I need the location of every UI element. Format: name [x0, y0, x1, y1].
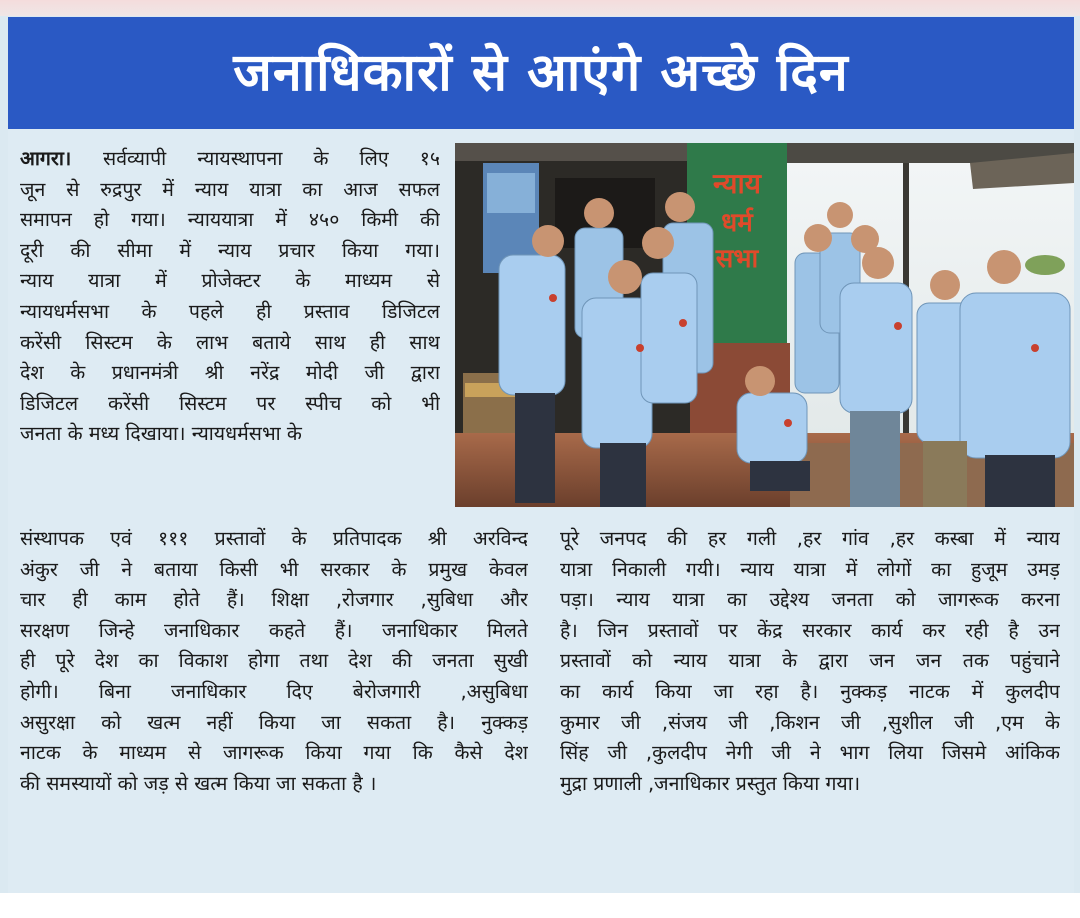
text-line: होगी। बिना जनाधिकार दिए बेरोजगारी ,असुबिधा [20, 679, 528, 703]
text-line: अंकुर जी ने बताया किसी भी सरकार के प्रमुख केवल [20, 557, 528, 581]
text-line: चार ही काम होते हैं। शिक्षा ,रोजगार ,सुबिधा और [20, 588, 528, 612]
text-line: पूरे जनपद की हर गली ,हर गांव ,हर कस्बा में न्याय [560, 527, 1060, 550]
sign-line-2: धर्म [721, 208, 753, 238]
text-line: डिजिटल करेंसी सिस्टम पर स्पीच को भी [20, 391, 440, 415]
text-line: संस्थापक एवं १११ प्रस्तावों के प्रतिपादक श्री अरविन्द [20, 527, 528, 550]
text-line: सिंह जी ,कुलदीप नेगी जी ने भाग लिया जिसमे आंकिक [560, 741, 1060, 765]
group-photo [455, 143, 1074, 507]
sign-line-3: सभा [715, 244, 759, 274]
text-line: न्यायधर्मसभा के पहले ही प्रस्ताव डिजिटल [20, 299, 440, 323]
column-left-top [20, 144, 440, 450]
text-line: जनता के मध्य दिखाया। न्यायधर्मसभा के [20, 422, 302, 446]
text-line: जून से रुद्रपुर में न्याय यात्रा का आज सफल [20, 177, 440, 201]
headline-banner [8, 17, 1074, 129]
text-line: का कार्य किया जा रहा है। नुक्कड़ नाटक में कुलदीप [560, 679, 1060, 703]
text-line: सरक्षण जिन्हे जनाधिकार कहते हैं। जनाधिकार मिलते [20, 618, 528, 642]
text-line: समापन हो गया। न्याययात्रा में ४५० किमी की [20, 208, 440, 232]
text-line: असुरक्षा को खत्म नहीं किया जा सकता है। नुक्कड़ [20, 710, 528, 734]
text-line: की समस्यायों को जड़ से खत्म किया जा सकता है । [20, 771, 377, 795]
text-line: करेंसी सिस्टम के लाभ बताये साथ ही साथ [20, 330, 440, 354]
text-line: देश के प्रधानमंत्री श्री नरेंद्र मोदी जी द्वारा [20, 361, 440, 385]
next-article-cutoff [0, 893, 1080, 918]
text-line: आगरा। सर्वव्यापी न्यायस्थापना के लिए १५ [20, 147, 440, 170]
text-line: यात्रा निकाली गयी। न्याय यात्रा में लोगों का हुजूम उमड़ [560, 557, 1060, 581]
column-right [560, 524, 1060, 799]
text-line: न्याय यात्रा में प्रोजेक्टर के माध्यम से [20, 269, 440, 293]
top-color-strip [0, 0, 1080, 16]
column-left-bottom [20, 524, 528, 799]
text-line: है। जिन प्रस्तावों पर केंद्र सरकार कार्य कर रही है उन [560, 618, 1060, 642]
text-line: पड़ा। न्याय यात्रा का उद्देश्य जनता को जागरूक करना [560, 588, 1060, 612]
text-line: नाटक के माध्यम से जागरूक किया गया कि कैसे देश [20, 741, 528, 765]
sign-line-1: न्याय [713, 167, 761, 200]
text-line: मुद्रा प्रणाली ,जनाधिकार प्रस्तुत किया गया। [560, 771, 861, 795]
text-line: प्रस्तावों को न्याय यात्रा के द्वारा जन जन तक पहुंचाने [560, 649, 1060, 673]
text-line: दूरी की सीमा में न्याय प्रचार किया गया। [20, 238, 440, 262]
text-line: कुमार जी ,संजय जी ,किशन जी ,सुशील जी ,एम के [560, 710, 1060, 734]
dateline: आगरा। [20, 147, 104, 170]
headline: जनाधिकारों से आएंगे अच्छे दिन [233, 43, 849, 103]
text-line: ही पूरे देश का विकाश होगा तथा देश की जनता सुखी [20, 649, 528, 673]
